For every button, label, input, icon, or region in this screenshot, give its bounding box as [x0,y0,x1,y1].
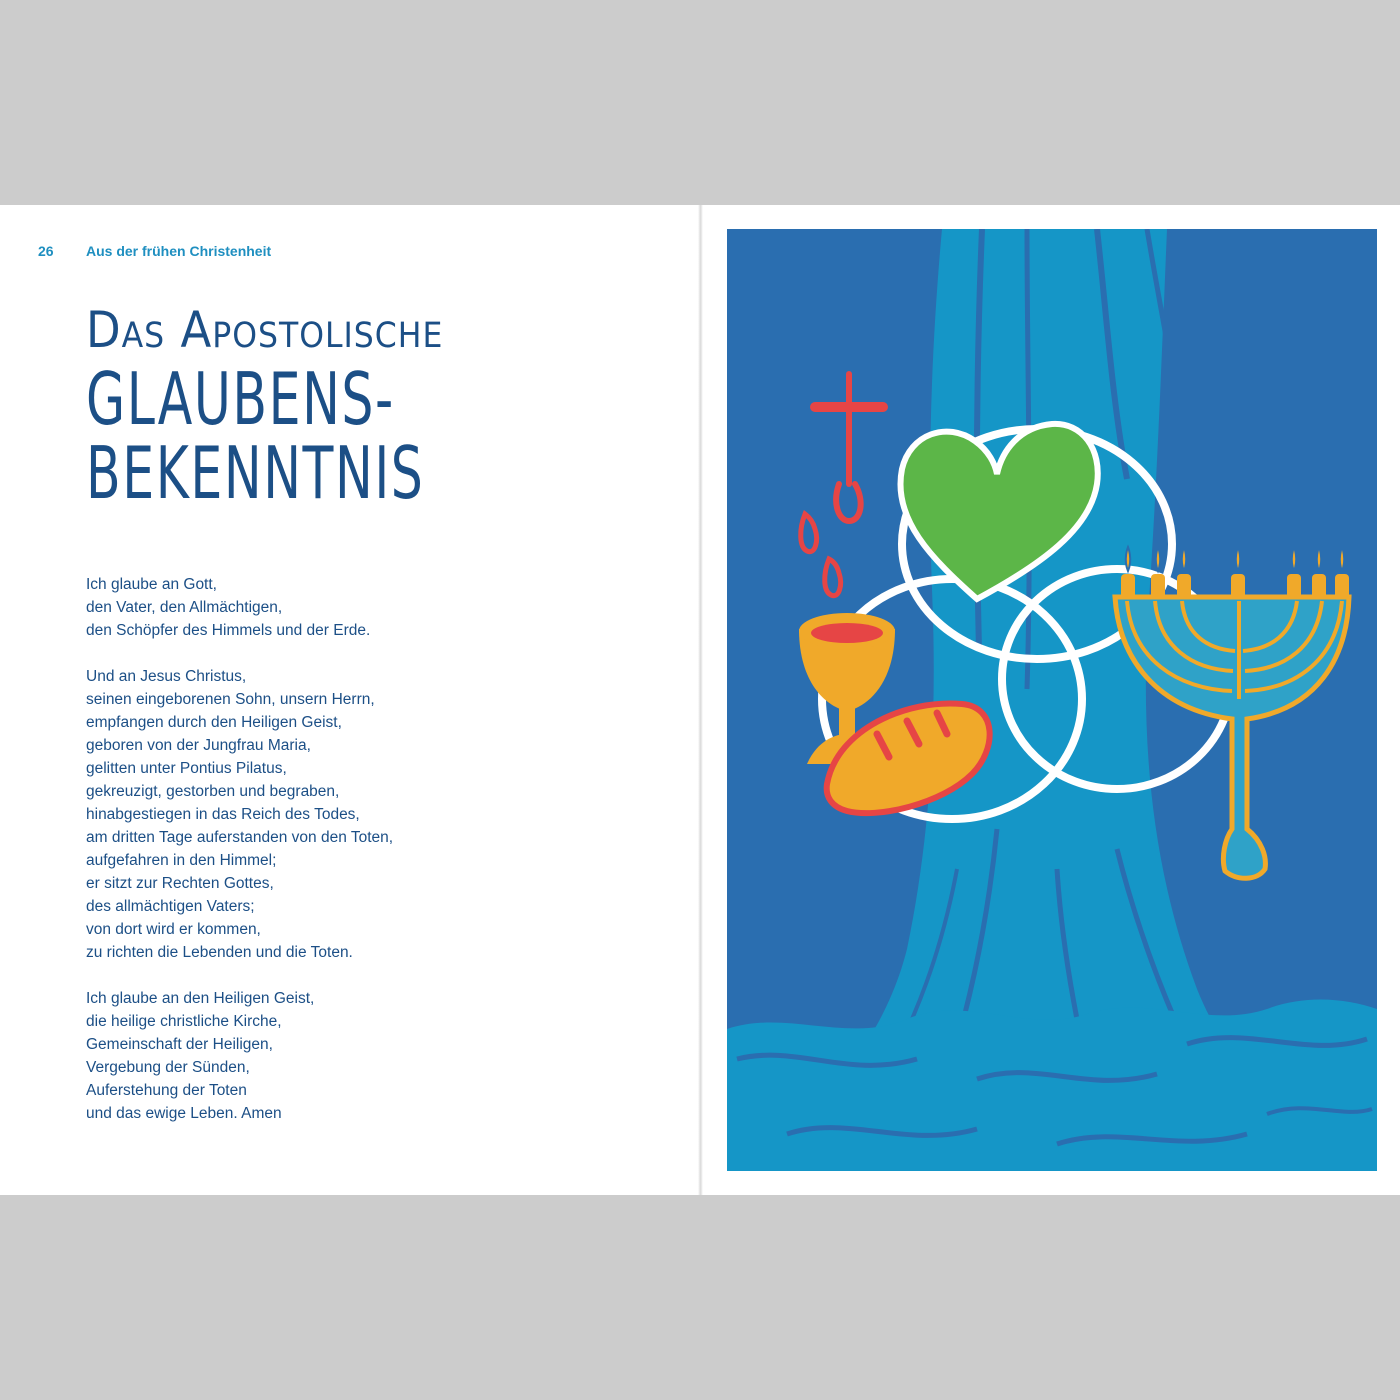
title-line-2: GLAUBENS- [86,357,395,441]
creed-line: seinen eingeborenen Sohn, unsern Herrn, [86,691,375,708]
section-title: Aus der frühen Christenheit [86,243,272,259]
creed-line: Vergebung der Sünden, [86,1059,250,1076]
creed-line: Und an Jesus Christus, [86,668,247,685]
creed-line: er sitzt zur Rechten Gottes, [86,875,274,892]
creed-text [86,573,393,1148]
creed-line: den Vater, den Allmächtigen, [86,599,283,616]
creed-stanza-2 [86,665,393,964]
title-line-3: BEKENNTNIS [86,431,425,515]
creed-stanza-1 [86,573,393,642]
creed-line: den Schöpfer des Himmels und der Erde. [86,622,371,639]
running-header [38,243,271,259]
creed-line: die heilige christliche Kirche, [86,1013,282,1030]
creed-line: Ich glaube an Gott, [86,576,217,593]
creed-line: hinabgestiegen in das Reich des Todes, [86,806,360,823]
right-page [703,205,1400,1195]
creed-line: Ich glaube an den Heiligen Geist, [86,990,315,1007]
creed-line: des allmächtigen Vaters; [86,898,255,915]
creed-line: Auferstehung der Toten [86,1082,247,1099]
creed-line: aufgefahren in den Himmel; [86,852,277,869]
creed-stanza-3 [86,987,393,1125]
faith-symbols-illustration [727,229,1377,1171]
left-page [0,205,698,1195]
creed-line: Gemeinschaft der Heiligen, [86,1036,273,1053]
page-title [86,301,520,515]
creed-line: geboren von der Jungfrau Maria, [86,737,311,754]
page-number: 26 [38,243,54,259]
creed-line: gekreuzigt, gestorben und begraben, [86,783,340,800]
creed-line: und das ewige Leben. Amen [86,1105,282,1122]
creed-line: am dritten Tage auferstanden von den Toten, [86,829,394,846]
title-line-1: Das Apostolische [86,301,444,359]
book-spread [0,205,1400,1195]
creed-line: gelitten unter Pontius Pilatus, [86,760,287,777]
creed-line: zu richten die Lebenden und die Toten. [86,944,353,961]
creed-line: empfangen durch den Heiligen Geist, [86,714,342,731]
creed-line: von dort wird er kommen, [86,921,261,938]
